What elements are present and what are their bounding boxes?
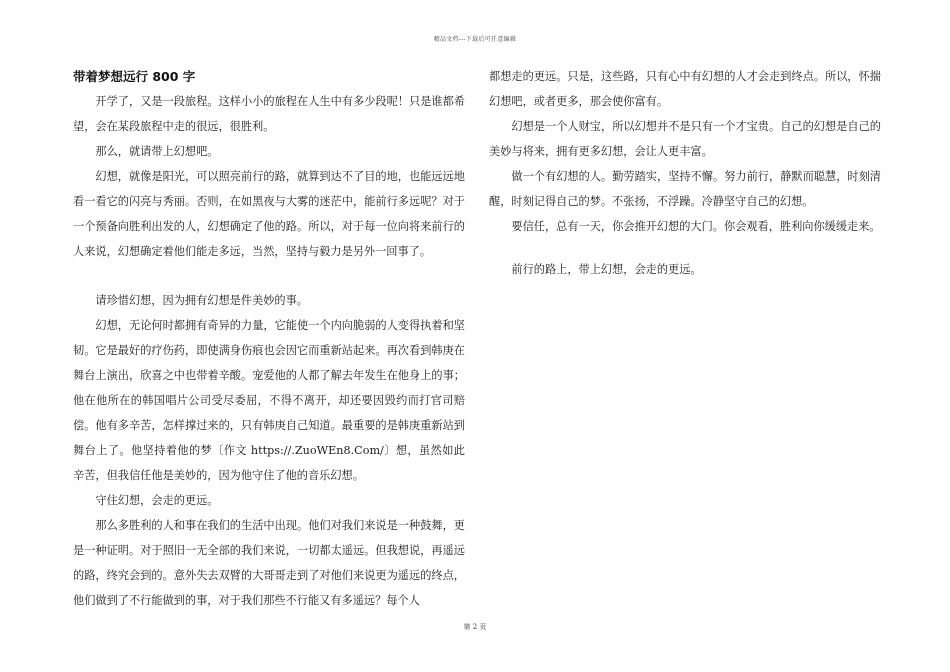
right-column — [489, 64, 881, 282]
paragraph: 开学了，又是一段旅程。这样小小的旅程在人生中有多少段呢！只是谁都希望，会在某段旅程中走的很远，很胜利。 — [73, 95, 465, 133]
paragraph: 幻想，无论何时都拥有奇异的力量，它能使一个内向脆弱的人变得执着和坚韧。它是最好的疗伤药，即使满身伤痕也会因它而重新站起来。再次看到韩庚在舞台上演出，欣喜之中也带着辛酸。宠爱他的人都了解去年发生在他身上的事；他在他所在的韩国唱片公司受尽委屈，不得不离开，却还要因毁约而打官司赔偿。他有多辛苦，怎样撑过来的，只有韩庚自己知道。最重要的是韩庚重新站到舞台上了。他坚持着他的梦〔作文 https://.ZuoWEn8.Com/〕想，虽然如此辛苦，但我信任他是美妙的，因为他守住了他的音乐幻想。 — [73, 319, 465, 482]
paragraph: 请珍惜幻想，因为拥有幻想是件美妙的事。 — [95, 294, 308, 307]
article-title: 带着梦想远行 800 字 — [73, 69, 196, 84]
paragraph: 幻想是一个人财宝，所以幻想并不是只有一个才宝贵。自己的幻想是自己的美妙与将来，拥有更多幻想，会让人更丰富。 — [489, 120, 881, 158]
left-column — [73, 64, 465, 613]
paragraph-gap — [489, 239, 881, 257]
paragraph: 做一个有幻想的人。勤劳踏实，坚持不懈。努力前行，静默而聪慧，时刻清醒，时刻记得自己的梦。不张扬，不浮躁。冷静坚守自己的幻想。 — [489, 170, 881, 208]
paragraph: 那么，就请带上幻想吧。 — [95, 145, 219, 158]
paragraph: 守住幻想，会走的更远。 — [95, 494, 219, 507]
paragraph: 前行的路上，带上幻想，会走的更远。 — [511, 263, 702, 276]
paragraph: 那么多胜利的人和事在我们的生活中出现。他们对我们来说是一种鼓舞，更是一种证明。对于照旧一无全部的我们来说，一切都太遥远。但我想说，再遥远的路，终究会到的。意外失去双臂的大哥哥走到了对他们来说更为遥远的终点，他们做到了不行能做到的事，对于我们那些不行能又有多遥远？每个人 — [73, 519, 465, 607]
paragraph: 幻想，就像是阳光，可以照亮前行的路，就算到达不了目的地，也能远远地看一看它的闪亮与秀丽。否则，在如黑夜与大雾的迷茫中，能前行多远呢？对于一个预备向胜利出发的人，幻想确定了他的路。所以，对于每一位向将来前行的人来说，幻想确定着他们能走多远，当然，坚持与毅力是另外一回事了。 — [73, 170, 465, 258]
header-note: 精品文档---下载后可任意编辑 — [433, 36, 517, 43]
paragraph-continued: 都想走的更远。只是，这些路，只有心中有幻想的人才会走到终点。所以，怀揣幻想吧，或者更多，那会使你富有。 — [489, 70, 881, 108]
page-number: 第 2 页 — [463, 623, 487, 631]
paragraph-gap — [73, 264, 465, 288]
paragraph: 要信任，总有一天，你会推开幻想的大门。你会观看，胜利向你缓缓走来。 — [511, 220, 881, 233]
